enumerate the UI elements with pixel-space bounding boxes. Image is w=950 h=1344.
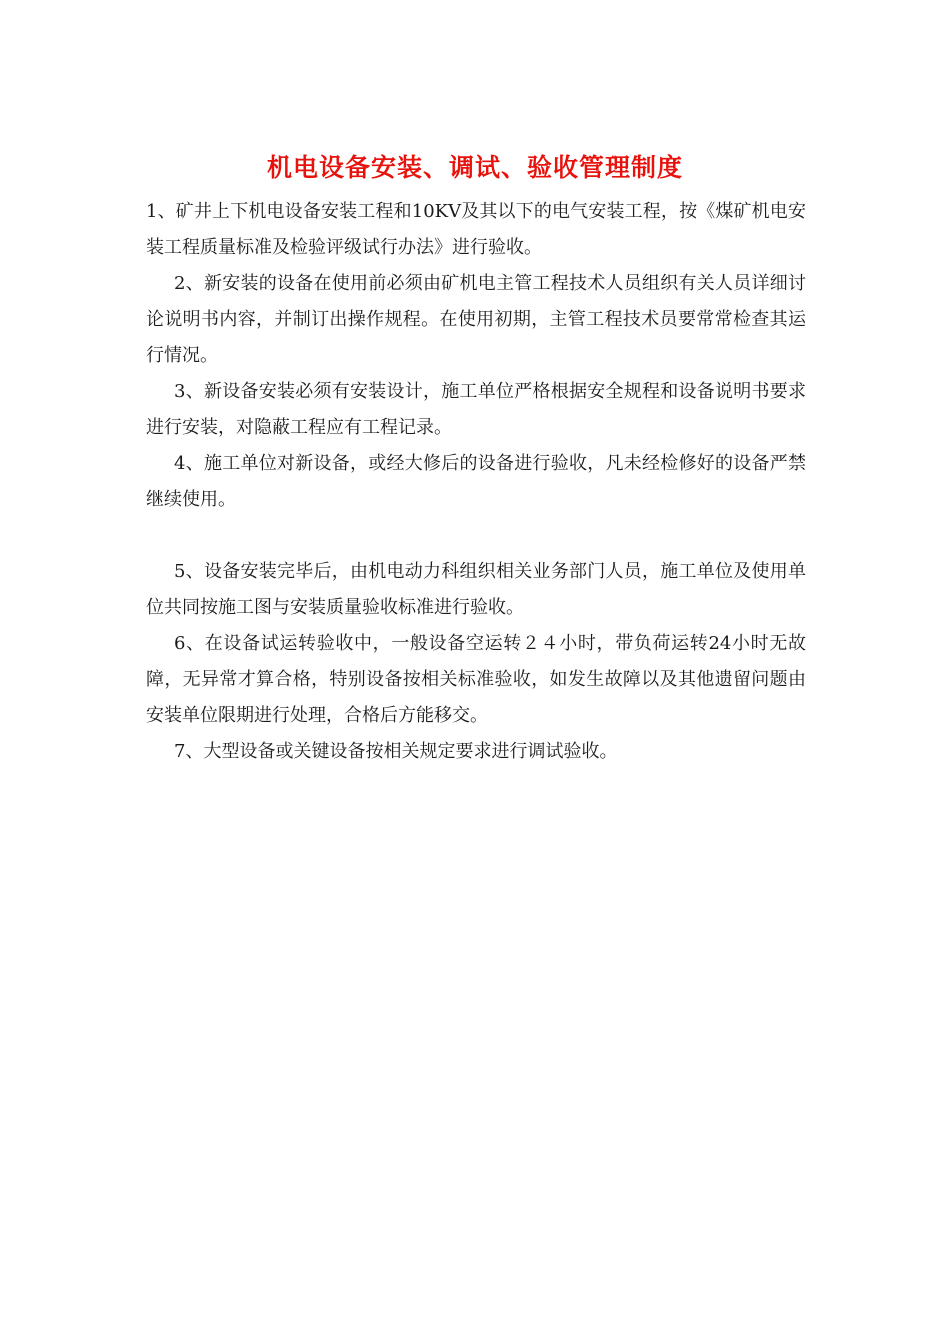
- paragraph-1: 1、矿井上下机电设备安装工程和10KV及其以下的电气安装工程，按《煤矿机电安装工程质量标准及检验评级试行办法》进行验收。: [146, 201, 806, 258]
- blank-line-spacer: [146, 518, 806, 554]
- paragraph-5: 5、设备安装完毕后，由机电动力科组织相关业务部门人员，施工单位及使用单位共同按施工图与安装质量验收标准进行验收。: [146, 561, 806, 618]
- paragraph-4: 4、施工单位对新设备，或经大修后的设备进行验收，凡未经检修好的设备严禁继续使用。: [146, 453, 806, 510]
- document-body: [146, 194, 806, 770]
- paragraph-6: 6、在设备试运转验收中，一般设备空运转２４小时，带负荷运转24小时无故障，无异常才算合格，特别设备按相关标准验收，如发生故障以及其他遗留问题由安装单位限期进行处理，合格后方能移交。: [146, 633, 806, 726]
- paragraph-2: 2、新安装的设备在使用前必须由矿机电主管工程技术人员组织有关人员详细讨论说明书内容，并制订出操作规程。在使用初期，主管工程技术员要常常检查其运行情况。: [146, 273, 806, 366]
- document-title: 机电设备安装、调试、验收管理制度: [266, 153, 683, 182]
- paragraph-3: 3、新设备安装必须有安装设计，施工单位严格根据安全规程和设备说明书要求进行安装，对隐蔽工程应有工程记录。: [146, 381, 806, 438]
- paragraph-7: 7、大型设备或关键设备按相关规定要求进行调试验收。: [174, 741, 618, 762]
